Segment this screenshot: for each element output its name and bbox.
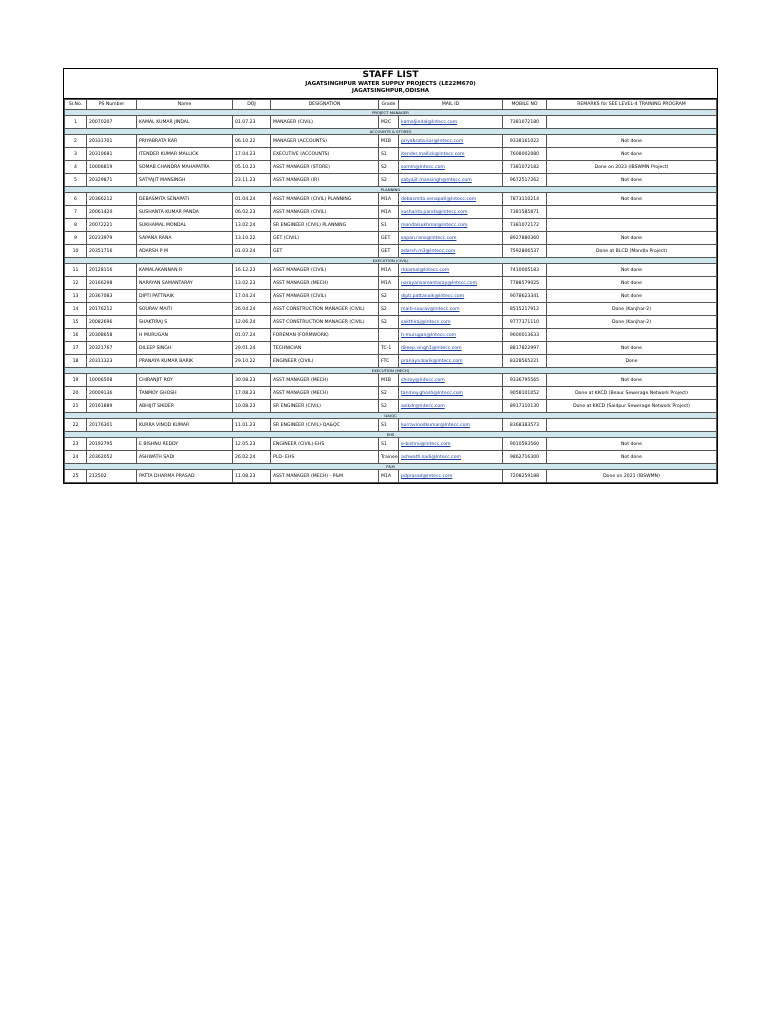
table-cell xyxy=(547,419,717,432)
table-cell: 11.01.23 xyxy=(233,419,271,432)
table-cell: 212502 xyxy=(87,470,137,483)
table-cell: SUSHANTA KUMAR PANDA xyxy=(137,206,233,219)
mail-link[interactable]: mondalsukhmal@lntecc.com xyxy=(399,219,503,232)
table-row xyxy=(65,438,717,451)
table-cell: 20176212 xyxy=(87,303,137,316)
table-cell: S2 xyxy=(379,387,399,400)
table-cell: 11.08.23 xyxy=(233,470,271,483)
table-cell: S1 xyxy=(379,148,399,161)
table-cell: Not done xyxy=(547,277,717,290)
table-cell: GET xyxy=(379,245,399,258)
table-cell: 3 xyxy=(65,148,87,161)
mail-link[interactable]: sapan.rana@lntecc.com xyxy=(399,232,503,245)
section-label: P&M xyxy=(65,464,717,470)
table-cell: 19 xyxy=(65,374,87,387)
column-header: REMARKS for SEE LEVEL-4 TRAINING PROGRAM xyxy=(547,100,717,110)
table-cell: M1A xyxy=(379,264,399,277)
table-cell: S1 xyxy=(379,438,399,451)
table-cell: 17 xyxy=(65,342,87,355)
table-cell: ASST MANAGER (IR) xyxy=(271,174,379,187)
table-cell: ASST MANAGER (MECH) xyxy=(271,277,379,290)
table-cell: Not done xyxy=(547,135,717,148)
table-cell: ASST MANAGER (CIVIL) xyxy=(271,290,379,303)
table-cell: 8328565221 xyxy=(503,355,547,368)
table-cell: 20082696 xyxy=(87,316,137,329)
table-cell: 15 xyxy=(65,316,87,329)
table-cell: 7208259188 xyxy=(503,470,547,483)
table-row xyxy=(65,387,717,400)
table-cell: 26.02.24 xyxy=(233,451,271,464)
table-cell: 20366212 xyxy=(87,193,137,206)
table-cell: Done at BLCD (Mandla Project) xyxy=(547,245,717,258)
table-cell: 9 xyxy=(65,232,87,245)
table-cell: TC-1 xyxy=(379,342,399,355)
table-cell: 12 xyxy=(65,277,87,290)
table-cell: 20367083 xyxy=(87,290,137,303)
table-cell: Done (Kanjhar-2) xyxy=(547,316,717,329)
table-cell: 20233979 xyxy=(87,232,137,245)
table-cell: Not done xyxy=(547,374,717,387)
table-cell: SR ENGINEER (CIVIL) PLANNING xyxy=(271,219,379,232)
mail-link[interactable]: sakthiraj@lntecc.com xyxy=(399,316,503,329)
table-row xyxy=(65,451,717,464)
table-cell: Done at KKCD (Beaur Sewerage Network Project) xyxy=(547,387,717,400)
table-cell: 12.06.24 xyxy=(233,316,271,329)
table-cell: FOREMAN (FORMWORK) xyxy=(271,329,379,342)
table-cell: ASHWATH SADI xyxy=(137,451,233,464)
staff-list-sheet xyxy=(63,68,718,484)
table-row xyxy=(65,219,717,232)
table-cell: 25 xyxy=(65,470,87,483)
table-cell: M2C xyxy=(379,116,399,129)
sheet-subtitle: JAGATSINGHPUR WATER SUPPLY PROJECTS (LE22M670) xyxy=(305,81,476,87)
table-cell: Done on 2021 (IBSWMN) xyxy=(547,470,717,483)
mail-link[interactable]: asikdr@lntecc.com xyxy=(399,400,503,413)
table-cell: 20072221 xyxy=(87,219,137,232)
column-header: PS Number xyxy=(87,100,137,110)
table-cell: MANAGER (ACCOUNTS) xyxy=(271,135,379,148)
table-cell: 20351716 xyxy=(87,245,137,258)
mail-link[interactable]: dileep.singh1@lntecc.com xyxy=(399,342,503,355)
column-header: Grade xyxy=(379,100,399,110)
table-cell xyxy=(547,219,717,232)
table-cell: 17.08.23 xyxy=(233,387,271,400)
table-cell: CHIRANJIT ROY xyxy=(137,374,233,387)
table-body xyxy=(65,110,717,483)
table-cell: 9600013633 xyxy=(503,329,547,342)
table-row xyxy=(65,245,717,258)
table-cell: 01.07.24 xyxy=(233,329,271,342)
table-cell: Done xyxy=(547,355,717,368)
table-cell xyxy=(547,329,717,342)
table-cell: 24 xyxy=(65,451,87,464)
table-row xyxy=(65,400,717,413)
mail-link[interactable]: tanmoy.ghosh@lntecc.com xyxy=(399,387,503,400)
table-cell: 10 xyxy=(65,245,87,258)
table-cell: 10006819 xyxy=(87,161,137,174)
table-cell: 29.10.22 xyxy=(233,355,271,368)
mail-link[interactable]: e-bishnu@lntecc.com xyxy=(399,438,503,451)
sheet-title: STAFF LIST xyxy=(362,70,419,80)
table-cell: 29.01.24 xyxy=(233,342,271,355)
table-cell: 20329871 xyxy=(87,174,137,187)
mail-link[interactable]: satyajit.mansingh@lntecc.com xyxy=(399,174,503,187)
table-cell: DIPTI PATTNAIK xyxy=(137,290,233,303)
table-cell: 9672517262 xyxy=(503,174,547,187)
table-cell: 21 xyxy=(65,400,87,413)
table-cell: KAMALAKANNAN R xyxy=(137,264,233,277)
table-cell: ASST MANAGER (STORE) xyxy=(271,161,379,174)
table-cell: Not done xyxy=(547,148,717,161)
mail-link[interactable]: adarsh.m3@lntecc.com xyxy=(399,245,503,258)
table-cell: NARAYAN SAMANTARAY xyxy=(137,277,233,290)
table-cell: 17.04.24 xyxy=(233,290,271,303)
table-cell: 8368383573 xyxy=(503,419,547,432)
table-cell: Not done xyxy=(547,232,717,245)
table-cell: 9336795565 xyxy=(503,374,547,387)
table-cell: S2 xyxy=(379,400,399,413)
title-block xyxy=(64,69,717,99)
table-cell: 20070207 xyxy=(87,116,137,129)
table-cell: 20192795 xyxy=(87,438,137,451)
table-cell: Done (Kanjhar-2) xyxy=(547,303,717,316)
table-cell: 13.02.24 xyxy=(233,219,271,232)
table-cell: SR ENGINEER (CIVIL)-QA&QC xyxy=(271,419,379,432)
table-cell: SR ENGINEER (CIVIL) xyxy=(271,400,379,413)
table-cell: GET xyxy=(379,232,399,245)
table-cell: 7592806537 xyxy=(503,245,547,258)
section-label: QA/QC xyxy=(65,413,717,419)
table-cell: 9862716300 xyxy=(503,451,547,464)
section-label: PROJECT MANAGER xyxy=(65,110,717,116)
table-row xyxy=(65,329,717,342)
table-cell: 10.08.23 xyxy=(233,400,271,413)
table-cell: 8817822997 xyxy=(503,342,547,355)
table-row xyxy=(65,419,717,432)
table-cell: M1A xyxy=(379,470,399,483)
table-cell: 8917310130 xyxy=(503,400,547,413)
table-cell: S2 xyxy=(379,174,399,187)
table-cell: 01.04.24 xyxy=(233,193,271,206)
column-header: DOJ xyxy=(233,100,271,110)
table-cell: 2 xyxy=(65,135,87,148)
table-cell: 20009136 xyxy=(87,387,137,400)
table-cell: 5 xyxy=(65,174,87,187)
table-cell: 30.08.23 xyxy=(233,374,271,387)
section-label: EXECUTION (MECH) xyxy=(65,368,717,374)
table-cell: 20161889 xyxy=(87,400,137,413)
column-header: MAIL ID xyxy=(399,100,503,110)
table-cell xyxy=(547,206,717,219)
table-cell: 13.02.23 xyxy=(233,277,271,290)
table-cell: 20362052 xyxy=(87,451,137,464)
table-cell: TECHNICIAN xyxy=(271,342,379,355)
table-cell: SOURAV MAITI xyxy=(137,303,233,316)
mail-link[interactable]: debasmita.senapati@lntecc.com xyxy=(399,193,503,206)
table-cell: 9078623341 xyxy=(503,290,547,303)
table-cell: ASST MANAGER (CIVIL) xyxy=(271,264,379,277)
mail-link[interactable]: pdprasad@lntecc.com xyxy=(399,470,503,483)
table-cell: 01.07.23 xyxy=(233,116,271,129)
table-cell: DILEEP SINGH xyxy=(137,342,233,355)
table-cell: MANAGER (CIVIL) xyxy=(271,116,379,129)
table-row xyxy=(65,206,717,219)
table-cell: SATYAJIT MANSINGH xyxy=(137,174,233,187)
mail-link[interactable]: rkkamal@lntecc.com xyxy=(399,264,503,277)
table-cell: ENGINEER (CIVIL) xyxy=(271,355,379,368)
table-row xyxy=(65,232,717,245)
table-cell: 12.05.23 xyxy=(233,438,271,451)
table-cell: Not done xyxy=(547,342,717,355)
table-cell: DEBASMITA SENAPATI xyxy=(137,193,233,206)
mail-link[interactable]: maiti-sourav@lntecc.com xyxy=(399,303,503,316)
table-row xyxy=(65,303,717,316)
table-cell: 10006508 xyxy=(87,374,137,387)
table-cell: ASST MANAGER (MECH) - P&M xyxy=(271,470,379,483)
table-cell: 8927880360 xyxy=(503,232,547,245)
table-cell: S1 xyxy=(379,419,399,432)
table-cell: M1A xyxy=(379,193,399,206)
table-cell: Not done xyxy=(547,264,717,277)
table-cell xyxy=(547,116,717,129)
staff-table xyxy=(64,99,717,483)
table-cell: Done at KKCD (Saidpur Sewerage Network Project) xyxy=(547,400,717,413)
table-cell: ABHIJIT SIKDER xyxy=(137,400,233,413)
table-cell: 1 xyxy=(65,116,87,129)
table-cell: M1B xyxy=(379,374,399,387)
table-cell: S2 xyxy=(379,161,399,174)
table-row xyxy=(65,148,717,161)
table-cell: Not done xyxy=(547,290,717,303)
section-label: EXECUTION (CIVIL) xyxy=(65,258,717,264)
mail-link[interactable]: pranaya.barik@lntecc.com xyxy=(399,355,503,368)
mail-link[interactable]: h-murugan@lntecc.com xyxy=(399,329,503,342)
table-cell: 16.12.23 xyxy=(233,264,271,277)
table-cell: 23 xyxy=(65,438,87,451)
column-header: Sl.No. xyxy=(65,100,87,110)
table-cell: ASST MANAGER (MECH) xyxy=(271,387,379,400)
table-cell: ITENDER KUMAR MALLICK xyxy=(137,148,233,161)
table-row xyxy=(65,290,717,303)
table-cell: Not done xyxy=(547,174,717,187)
table-cell: 9058101052 xyxy=(503,387,547,400)
table-cell: 20311323 xyxy=(87,355,137,368)
table-cell: ASST CONSTRUCTION MANAGER (CIVIL) xyxy=(271,316,379,329)
mail-link[interactable]: itender.mallick@lntecc.com xyxy=(399,148,503,161)
mail-link[interactable]: chiroy@lntecc.com xyxy=(399,374,503,387)
table-cell: 06.10.22 xyxy=(233,135,271,148)
table-cell: ASST MANAGER (CIVIL) PLANNING xyxy=(271,193,379,206)
table-cell xyxy=(379,329,399,342)
table-cell: 6 xyxy=(65,193,87,206)
table-cell: GET xyxy=(271,245,379,258)
table-cell: Not done xyxy=(547,193,717,206)
table-cell: 9777371110 xyxy=(503,316,547,329)
table-cell: GET (CIVIL) xyxy=(271,232,379,245)
table-cell: H MURUGAN xyxy=(137,329,233,342)
table-cell: EXECUTIVE (ACCOUNTS) xyxy=(271,148,379,161)
table-row xyxy=(65,470,717,483)
table-cell: PATTA DHARMA PRASAD xyxy=(137,470,233,483)
section-label: ACCOUNTS & STORES xyxy=(65,129,717,135)
table-row xyxy=(65,264,717,277)
table-cell: 7381585871 xyxy=(503,206,547,219)
table-row xyxy=(65,116,717,129)
table-cell: M1A xyxy=(379,277,399,290)
table-cell: 06.02.23 xyxy=(233,206,271,219)
table-cell: E BISHNU REDDY xyxy=(137,438,233,451)
table-cell: FTC xyxy=(379,355,399,368)
column-header: MOBILE NO xyxy=(503,100,547,110)
mail-link[interactable]: somm@lntecc.com xyxy=(399,161,503,174)
section-label: EHS xyxy=(65,432,717,438)
table-cell: 7381072180 xyxy=(503,116,547,129)
table-row xyxy=(65,135,717,148)
table-cell: ADARSH P M xyxy=(137,245,233,258)
table-cell: 11 xyxy=(65,264,87,277)
table-cell: 18 xyxy=(65,355,87,368)
table-cell: PRANAYA KUMAR BARIK xyxy=(137,355,233,368)
table-cell: 23.11.23 xyxy=(233,174,271,187)
table-cell: 13.10.22 xyxy=(233,232,271,245)
table-cell: SHAKTIRAJ S xyxy=(137,316,233,329)
table-cell: 7 xyxy=(65,206,87,219)
table-cell: PRIYABRATA KAR xyxy=(137,135,233,148)
mail-link[interactable]: sushanta.panda@lntecc.com xyxy=(399,206,503,219)
table-cell: Trainee xyxy=(379,451,399,464)
table-row xyxy=(65,161,717,174)
table-cell: M1B xyxy=(379,135,399,148)
table-cell: 20310681 xyxy=(87,148,137,161)
table-cell: 20321767 xyxy=(87,342,137,355)
table-cell: 8515217912 xyxy=(503,303,547,316)
table-cell: 17.04.23 xyxy=(233,148,271,161)
table-cell: S2 xyxy=(379,290,399,303)
table-cell: S2 xyxy=(379,316,399,329)
table-cell: 7381072172 xyxy=(503,219,547,232)
mail-link[interactable]: ashwath.sadi@lntecc.com xyxy=(399,451,503,464)
mail-link[interactable]: priyabrata.kar@lntecc.com xyxy=(399,135,503,148)
table-row xyxy=(65,374,717,387)
table-cell: 20128116 xyxy=(87,264,137,277)
table-cell: KAMAL KUMAR JINDAL xyxy=(137,116,233,129)
table-cell: ASST CONSTRUCTION MANAGER (CIVIL) xyxy=(271,303,379,316)
table-cell: Not done xyxy=(547,438,717,451)
table-cell: Done on 2023 (IBSWMN Project) xyxy=(547,161,717,174)
table-cell: KURRA VINOD KUMAR xyxy=(137,419,233,432)
table-cell: 7381072182 xyxy=(503,161,547,174)
table-cell: SOMAB CHANDRA MAHAPATRA xyxy=(137,161,233,174)
table-row xyxy=(65,277,717,290)
table-cell: 05.10.23 xyxy=(233,161,271,174)
table-cell: S1 xyxy=(379,219,399,232)
sheet-location: JAGATSINGHPUR,ODISHA xyxy=(351,88,430,94)
table-cell: 8 xyxy=(65,219,87,232)
table-cell: 22 xyxy=(65,419,87,432)
table-cell: 20308658 xyxy=(87,329,137,342)
table-cell: SAPANA RANA xyxy=(137,232,233,245)
table-cell: 14 xyxy=(65,303,87,316)
table-row xyxy=(65,342,717,355)
table-cell: M1A xyxy=(379,206,399,219)
table-cell: 20 xyxy=(65,387,87,400)
table-cell: 20176301 xyxy=(87,419,137,432)
table-cell: 7608002080 xyxy=(503,148,547,161)
table-cell: 16 xyxy=(65,329,87,342)
table-cell: 13 xyxy=(65,290,87,303)
table-cell: 20061420 xyxy=(87,206,137,219)
table-cell: 26.04.24 xyxy=(233,303,271,316)
table-cell: SUKHAMAL MONDAL xyxy=(137,219,233,232)
table-cell: ASST MANAGER (MECH) xyxy=(271,374,379,387)
column-header: DESIGNATION xyxy=(271,100,379,110)
mail-link[interactable]: dipti.pattanaik@lntecc.com xyxy=(399,290,503,303)
table-cell: Not done xyxy=(547,451,717,464)
column-header: Name xyxy=(137,100,233,110)
table-row xyxy=(65,174,717,187)
section-label: PLANNING xyxy=(65,187,717,193)
table-cell: 7410005183 xyxy=(503,264,547,277)
mail-link[interactable]: narayansamantaray@lntecc.com xyxy=(399,277,503,290)
table-cell: PLD- EHS xyxy=(271,451,379,464)
table-cell: 7788579025 xyxy=(503,277,547,290)
table-cell: TANMOY GHOSH xyxy=(137,387,233,400)
table-cell: 20166298 xyxy=(87,277,137,290)
header-row xyxy=(65,100,717,110)
table-cell: 4 xyxy=(65,161,87,174)
table-cell: 9010593560 xyxy=(503,438,547,451)
table-row xyxy=(65,355,717,368)
mail-link[interactable]: kamaljindal@lntecc.com xyxy=(399,116,503,129)
table-cell: 01.03.24 xyxy=(233,245,271,258)
table-cell: ENGINEER (CIVIL)-EHS xyxy=(271,438,379,451)
table-cell: 9338161022 xyxy=(503,135,547,148)
table-row xyxy=(65,193,717,206)
table-cell: 7873110214 xyxy=(503,193,547,206)
table-cell: ASST MANAGER (CIVIL) xyxy=(271,206,379,219)
table-cell: S2 xyxy=(379,303,399,316)
table-row xyxy=(65,316,717,329)
table-cell: 20331701 xyxy=(87,135,137,148)
mail-link[interactable]: kurravinodkumar@lntecc.com xyxy=(399,419,503,432)
